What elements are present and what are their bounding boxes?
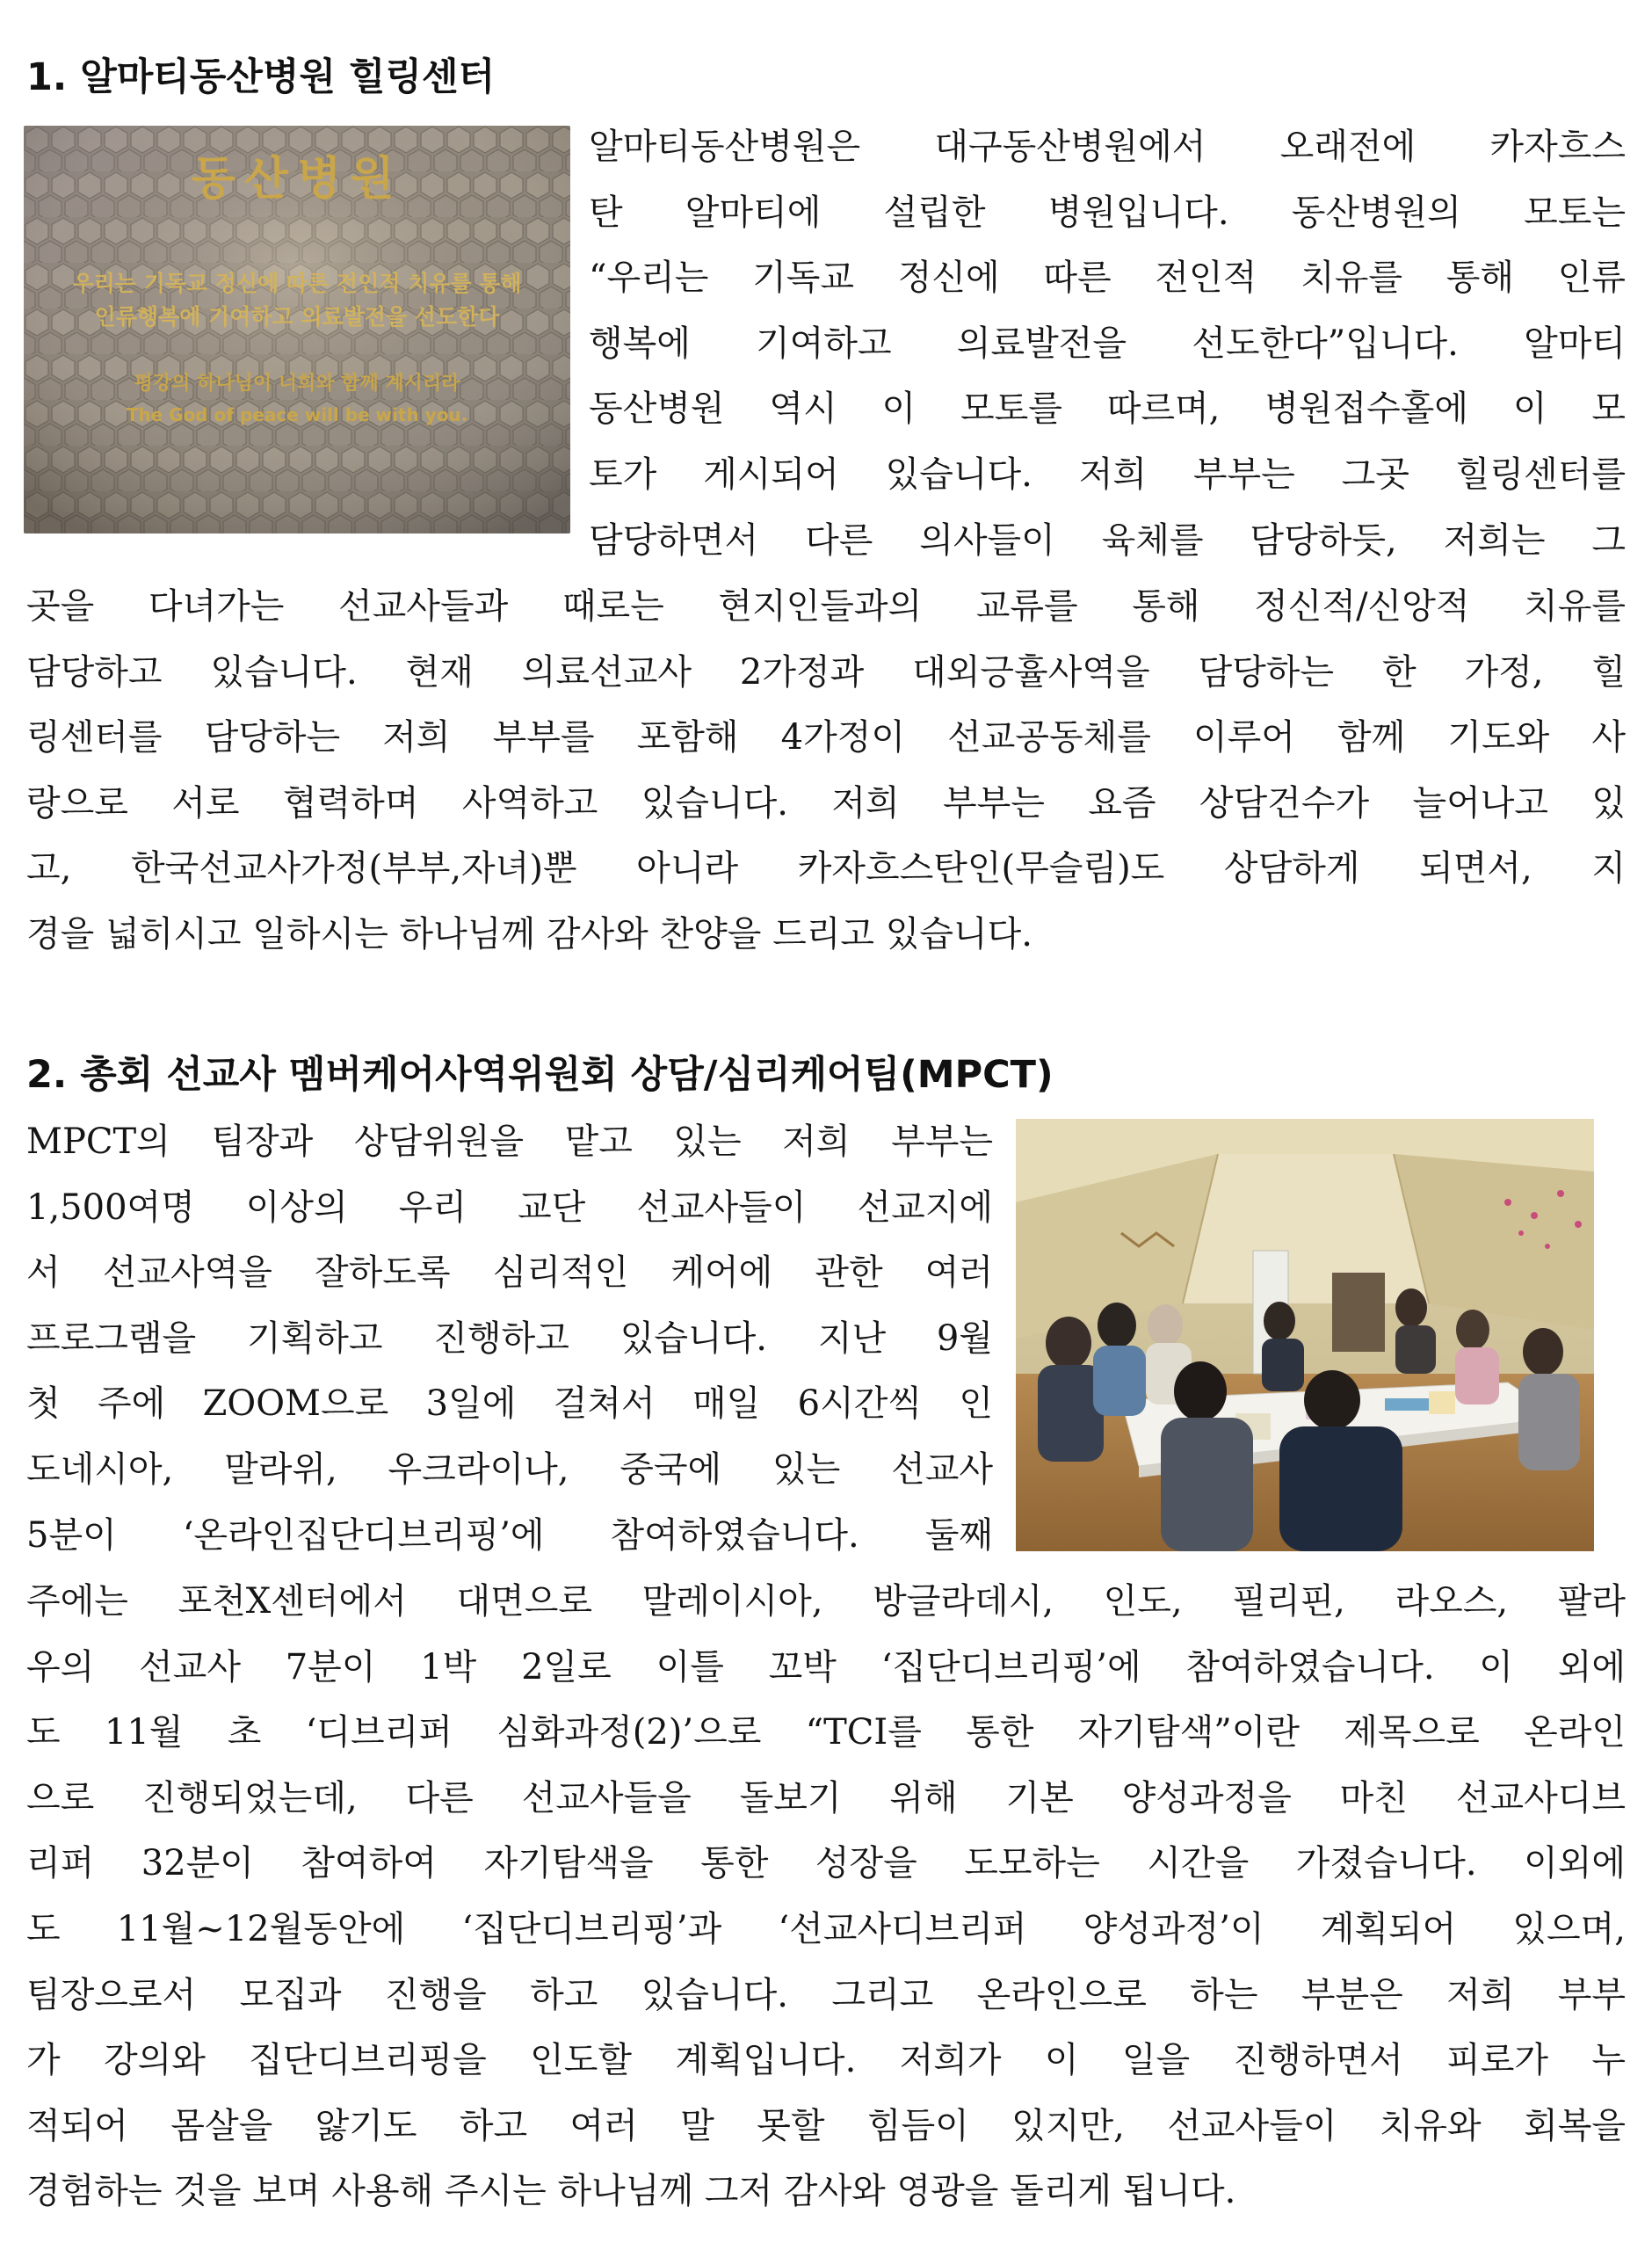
text-line: 링센터를 담당하는 저희 부부를 포함해 4가정이 선교공동체를 이루어 함께 기도와 사	[26, 717, 1626, 758]
section1-text-full-width	[26, 574, 1626, 968]
text-line: 프로그램을 기획하고 진행하고 있습니다. 지난 9월	[26, 1317, 993, 1359]
section2-heading: 2. 총회 선교사 멤버케어사역위원회 상담/심리케어팀(MPCT)	[26, 1053, 1054, 1097]
section1-heading: 1. 알마티동산병원 힐링센터	[26, 55, 496, 99]
section1-text-beside-photo	[589, 114, 1626, 573]
text-line: 1,500여명 이상의 우리 교단 선교사들이 선교지에	[26, 1187, 993, 1228]
text-line: 행복에 기여하고 의료발전을 선도한다”입니다. 알마티	[589, 323, 1626, 364]
text-line: 적되어 몸살을 앓기도 하고 여러 말 못할 힘듬이 있지만, 선교사들이 치유와 회복을	[26, 2105, 1626, 2146]
text-line: 팀장으로서 모집과 진행을 하고 있습니다. 그리고 온라인으로 하는 부분은 저희 부부	[26, 1974, 1626, 2015]
text-line: 경을 넓히시고 일하시는 하나님께 감사와 찬양을 드리고 있습니다.	[26, 913, 1032, 954]
text-line: “우리는 기독교 정신에 따른 전인적 치유를 통해 인류	[589, 258, 1626, 299]
section2-text-beside-photo	[26, 1109, 993, 1568]
sign-title: 동산병원	[191, 152, 403, 206]
text-line: 우의 선교사 7분이 1박 2일로 이틀 꼬박 ‘집단디브리핑’에 참여하였습니다. 이 외에	[26, 1646, 1626, 1688]
text-line: 주에는 포천X센터에서 대면으로 말레이시아, 방글라데시, 인도, 필리핀, 라오스, 팔라	[26, 1581, 1626, 1622]
sign-verse-korean: 평강의 하나님이 너희와 함께 계시리라	[134, 373, 460, 395]
text-line: 동산병원 역시 이 모토를 따르며, 병원접수홀에 이 모	[589, 388, 1626, 430]
text-line: 도 11월 초 ‘디브리퍼 심화과정(2)’으로 “TCI를 통한 자기탐색”이란 제목으로 온라인	[26, 1712, 1626, 1753]
text-line: MPCT의 팀장과 상담위원을 맡고 있는 저희 부부는	[26, 1121, 993, 1162]
text-line: 담당하고 있습니다. 현재 의료선교사 2가정과 대외긍휼사역을 담당하는 한 가정, 힐	[26, 651, 1626, 693]
hospital-motto-photo	[24, 126, 570, 533]
text-line: 담당하면서 다른 의사들이 육체를 담당하듯, 저희는 그	[589, 519, 1626, 561]
text-line: 고, 한국선교사가정(부부,자녀)뿐 아니라 카자흐스탄인(무슬림)도 상담하게 되면서, 지	[26, 848, 1626, 889]
sign-motto-line1: 우리는 기독교 정신에 따른 전인적 치유를 통해	[72, 271, 522, 296]
text-line: 곳을 다녀가는 선교사들과 때로는 현지인들과의 교류를 통해 정신적/신앙적 치유를	[26, 586, 1626, 627]
text-line: 토가 게시되어 있습니다. 저희 부부는 그곳 힐링센터를	[589, 454, 1626, 495]
section2-text-full-width	[26, 1569, 1626, 2225]
group-counseling-photo	[1016, 1119, 1594, 1551]
sign-verse-english: The God of peace will be with you.	[126, 404, 468, 425]
text-line: 첫 주에 ZOOM으로 3일에 걸쳐서 매일 6시간씩 인	[26, 1383, 993, 1425]
text-line: 서 선교사역을 잘하도록 심리적인 케어에 관한 여러	[26, 1252, 993, 1294]
text-line: 경험하는 것을 보며 사용해 주시는 하나님께 그저 감사와 영광을 돌리게 됩니다.	[26, 2171, 1236, 2212]
text-line: 가 강의와 집단디브리핑을 인도할 계획입니다. 저희가 이 일을 진행하면서 피로가 누	[26, 2040, 1626, 2081]
text-line: 알마티동산병원은 대구동산병원에서 오래전에 카자흐스	[589, 127, 1626, 167]
text-line: 도 11월~12월동안에 ‘집단디브리핑’과 ‘선교사디브리퍼 양성과정’이 계획되어 있으며,	[26, 1908, 1626, 1949]
text-line: 리퍼 32분이 참여하여 자기탐색을 통한 성장을 도모하는 시간을 가졌습니다. 이외에	[26, 1843, 1626, 1884]
text-line: 으로 진행되었는데, 다른 선교사들을 돌보기 위해 기본 양성과정을 마친 선교사디브	[26, 1777, 1626, 1818]
text-line: 랑으로 서로 협력하며 사역하고 있습니다. 저희 부부는 요즘 상담건수가 늘어나고 있	[26, 782, 1626, 824]
text-line: 도네시아, 말라위, 우크라이나, 중국에 있는 선교사	[26, 1448, 993, 1490]
sign-motto-line2: 인류행복에 기여하고 의료발전을 선도한다	[94, 304, 500, 330]
text-line: 5분이 ‘온라인집단디브리핑’에 참여하였습니다. 둘째	[26, 1514, 993, 1556]
text-line: 탄 알마티에 설립한 병원입니다. 동산병원의 모토는	[589, 192, 1626, 233]
